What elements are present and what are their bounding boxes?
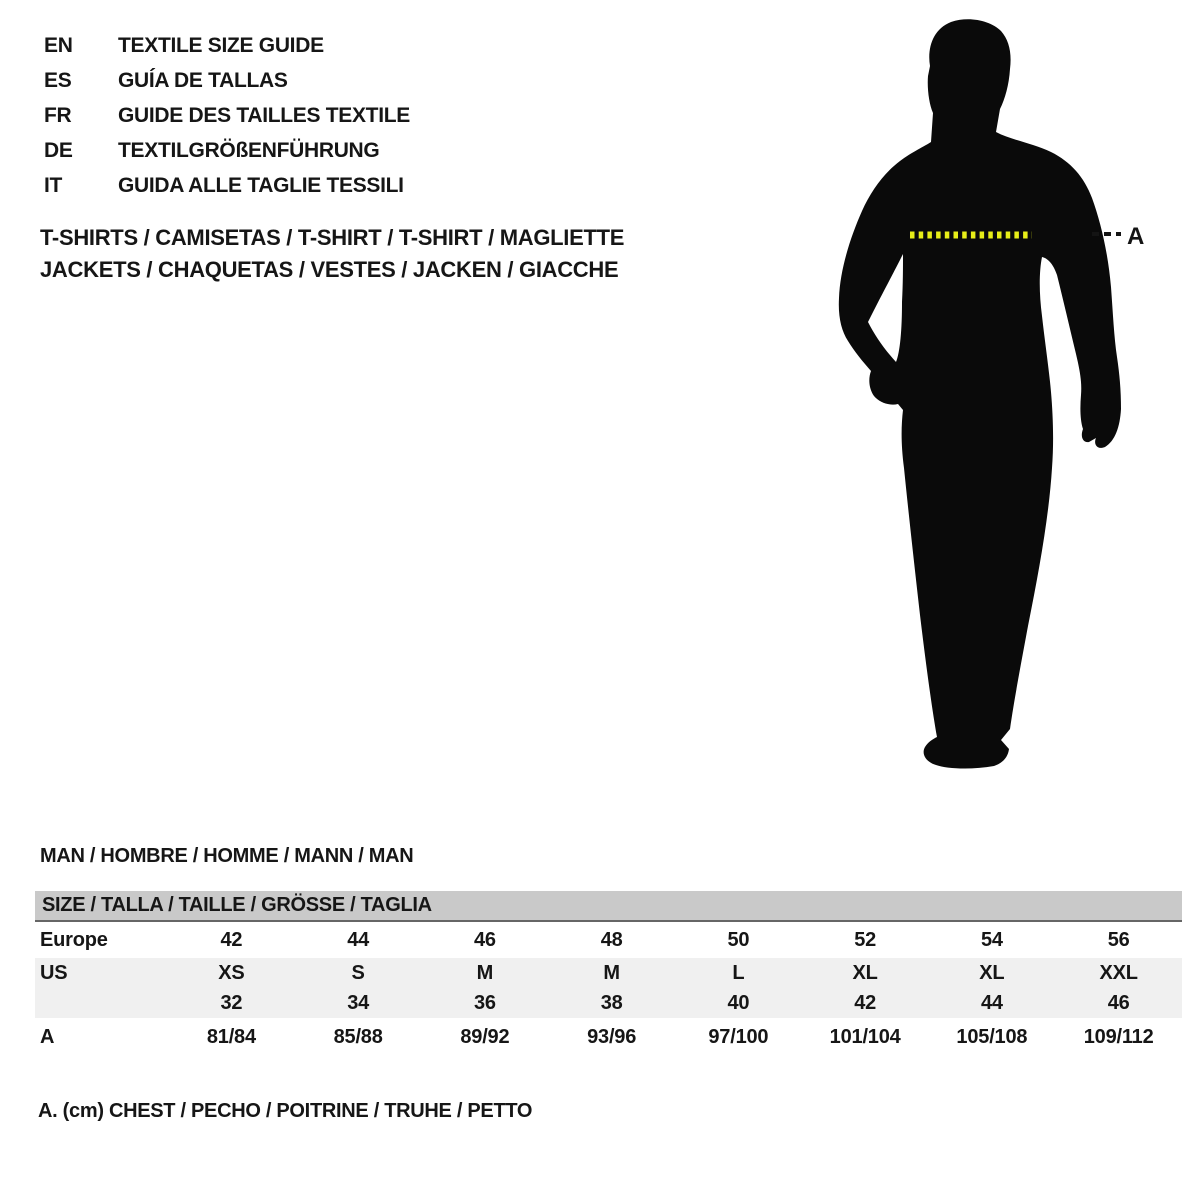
size-value: 93/96 <box>587 1025 637 1048</box>
language-row-it <box>44 168 410 203</box>
language-code: EN <box>44 34 73 57</box>
size-value: XL <box>852 961 878 984</box>
size-value: 101/104 <box>829 1025 901 1048</box>
size-table-header: SIZE / TALLA / TAILLE / GRÖSSE / TAGLIA <box>35 891 1182 922</box>
category-line-tshirts: T-SHIRTS / CAMISETAS / T-SHIRT / T-SHIRT / MAGLIETTE <box>40 225 625 250</box>
language-row-es <box>44 63 410 98</box>
size-value: 40 <box>727 991 750 1014</box>
language-code: FR <box>44 104 72 127</box>
man-figure <box>800 0 1200 800</box>
man-section-title: MAN / HOMBRE / HOMME / MANN / MAN <box>40 845 414 867</box>
size-value: 38 <box>600 991 623 1014</box>
table-row-chest-cm <box>35 1018 1182 1056</box>
size-value: L <box>732 961 745 984</box>
language-guide-list <box>44 28 410 203</box>
size-table <box>35 891 1182 1056</box>
guide-title: TEXTILE SIZE GUIDE <box>118 34 324 57</box>
size-value: 42 <box>854 991 877 1014</box>
size-value: 54 <box>980 928 1003 951</box>
size-value: 32 <box>220 991 243 1014</box>
measurement-footnote: A. (cm) CHEST / PECHO / POITRINE / TRUHE / PETTO <box>38 1100 533 1122</box>
size-value: 97/100 <box>708 1025 769 1048</box>
guide-title: GUIDA ALLE TAGLIE TESSILI <box>118 174 404 197</box>
size-value: 44 <box>347 928 370 951</box>
man-silhouette-graphic <box>800 0 1200 800</box>
size-value: 81/84 <box>206 1025 256 1048</box>
size-value: 42 <box>220 928 243 951</box>
table-row-europe <box>35 922 1182 958</box>
size-value: 56 <box>1107 928 1130 951</box>
category-line-jackets: JACKETS / CHAQUETAS / VESTES / JACKEN / GIACCHE <box>40 257 619 282</box>
size-value: 109/112 <box>1083 1025 1154 1048</box>
size-value: M <box>603 961 620 984</box>
size-value: 85/88 <box>333 1025 383 1048</box>
size-value: 46 <box>1107 991 1130 1014</box>
size-value: 48 <box>600 928 623 951</box>
size-value: 89/92 <box>460 1025 510 1048</box>
size-value: 44 <box>980 991 1003 1014</box>
row-label: A <box>40 1025 55 1048</box>
size-value: 34 <box>347 991 370 1014</box>
table-row-us <box>35 958 1182 988</box>
language-code: IT <box>44 174 63 197</box>
table-row-us-numeric <box>35 988 1182 1018</box>
size-value: 52 <box>854 928 877 951</box>
row-label: Europe <box>40 928 108 951</box>
language-code: ES <box>44 69 72 92</box>
man-body-shape <box>839 19 1121 768</box>
size-value: 105/108 <box>956 1025 1028 1048</box>
size-value: 36 <box>473 991 496 1014</box>
product-category-block <box>40 222 624 286</box>
language-row-fr <box>44 98 410 133</box>
size-value: XS <box>218 961 245 984</box>
language-row-en <box>44 28 410 63</box>
language-code: DE <box>44 139 73 162</box>
measure-label-a: A <box>1127 223 1145 250</box>
guide-title: GUÍA DE TALLAS <box>118 69 288 92</box>
size-value: 46 <box>473 928 496 951</box>
size-value: S <box>351 961 365 984</box>
size-value: M <box>476 961 494 984</box>
row-label: US <box>40 961 68 984</box>
size-value: XL <box>979 961 1005 984</box>
guide-title: TEXTILGRÖßENFÜHRUNG <box>118 139 380 162</box>
guide-title: GUIDE DES TAILLES TEXTILE <box>118 104 410 127</box>
size-value: XXL <box>1099 961 1138 984</box>
size-value: 50 <box>727 928 750 951</box>
language-row-de <box>44 133 410 168</box>
